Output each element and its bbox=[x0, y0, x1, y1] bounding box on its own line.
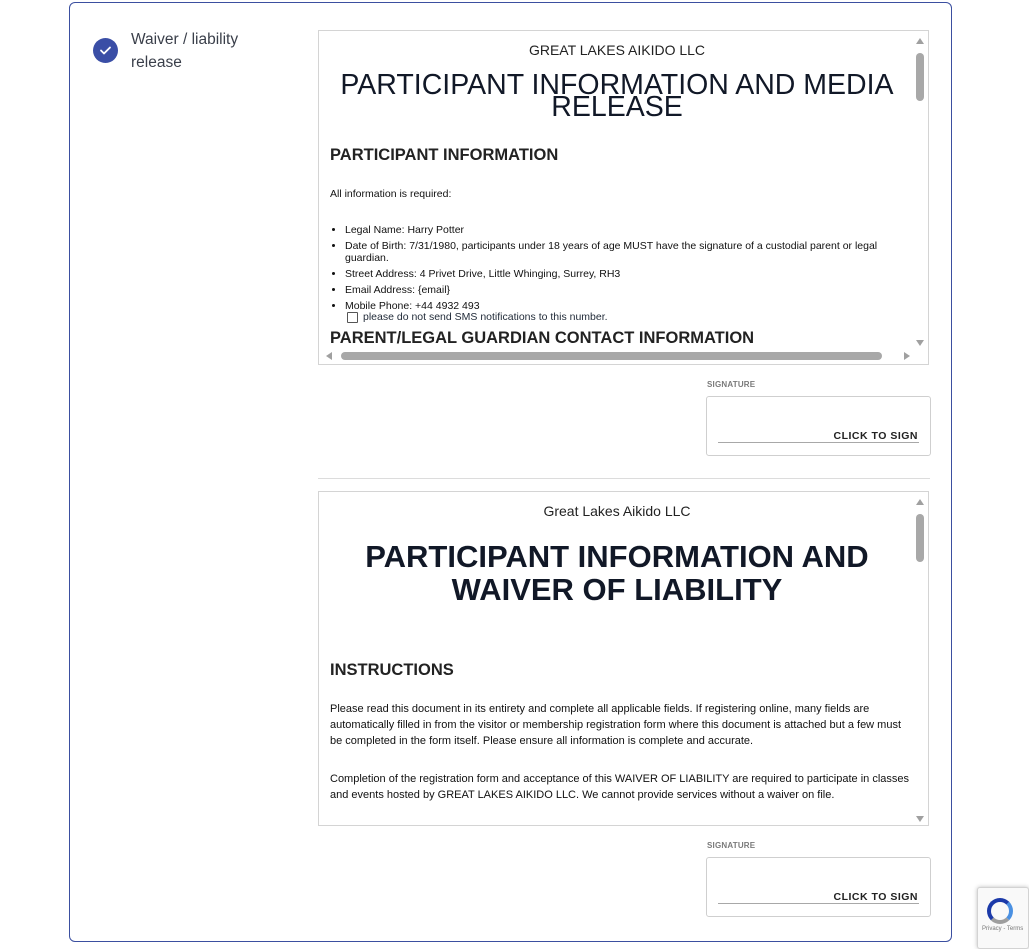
vertical-scrollbar[interactable] bbox=[913, 492, 928, 825]
liability-waiver-document[interactable] bbox=[318, 491, 929, 826]
document-title: PARTICIPANT INFORMATION AND MEDIA RELEASE bbox=[340, 69, 894, 123]
section-heading-instructions: INSTRUCTIONS bbox=[330, 661, 454, 679]
media-release-content bbox=[319, 31, 915, 364]
recaptcha-badge[interactable] bbox=[977, 887, 1029, 949]
info-required-text: All information is required: bbox=[330, 188, 452, 200]
scroll-up-icon[interactable] bbox=[916, 499, 924, 505]
signature-label: SIGNATURE bbox=[707, 841, 756, 850]
click-to-sign-label: CLICK TO SIGN bbox=[833, 891, 918, 903]
signature-label: SIGNATURE bbox=[707, 380, 756, 389]
field-date-of-birth: • Date of Birth: 7/31/1980, participants under 18 years of age MUST have the signature of a custodial parent or legal guardian. bbox=[345, 240, 890, 264]
step-waiver bbox=[93, 28, 271, 74]
field-legal-name: • Legal Name: Harry Potter bbox=[345, 224, 890, 236]
company-name: GREAT LAKES AIKIDO LLC bbox=[528, 42, 706, 58]
participant-fields bbox=[330, 224, 890, 312]
section-heading-participant: PARTICIPANT INFORMATION bbox=[330, 146, 559, 164]
media-release-document[interactable] bbox=[318, 30, 929, 365]
document-title: PARTICIPANT INFORMATION AND WAIVER OF LIABILITY bbox=[365, 539, 869, 607]
liability-waiver-content bbox=[319, 492, 915, 825]
checkmark-icon bbox=[93, 38, 118, 63]
sms-opt-out-row[interactable] bbox=[347, 311, 608, 323]
field-mobile-phone: • Mobile Phone: +44 4932 493 bbox=[345, 300, 890, 312]
field-email-address: • Email Address: {email} bbox=[345, 284, 890, 296]
scroll-right-icon[interactable] bbox=[904, 352, 910, 360]
signature-line bbox=[718, 442, 919, 443]
vertical-scrollbar[interactable] bbox=[913, 31, 928, 349]
signature-pad-2[interactable] bbox=[706, 857, 931, 917]
step-label: Waiver / liability release bbox=[131, 31, 239, 71]
instructions-paragraph: Please read this document in its entirety and complete all applicable fields. If registering online, many fields are automatically filled in from the visitor or membership registration form where this document is attached but a few must be completed in the form itself. Please ensure all information is complete and accurate. bbox=[330, 703, 902, 747]
company-name: Great Lakes Aikido LLC bbox=[543, 503, 691, 519]
scroll-down-icon[interactable] bbox=[916, 816, 924, 822]
section-heading-guardian: PARENT/LEGAL GUARDIAN CONTACT INFORMATION bbox=[330, 329, 755, 347]
waiver-requirement-paragraph: Completion of the registration form and acceptance of this WAIVER OF LIABILITY are required to participate in classes and events hosted by GREAT LAKES AIKIDO LLC. We cannot provide services without a waiver on file. bbox=[330, 773, 909, 801]
sms-opt-out-checkbox[interactable] bbox=[347, 312, 358, 323]
signature-pad-1[interactable] bbox=[706, 396, 931, 456]
click-to-sign-label: CLICK TO SIGN bbox=[833, 430, 918, 442]
scroll-down-icon[interactable] bbox=[916, 340, 924, 346]
scroll-thumb[interactable] bbox=[916, 514, 924, 562]
recaptcha-icon bbox=[987, 898, 1013, 924]
scroll-thumb[interactable] bbox=[916, 53, 924, 101]
section-divider bbox=[318, 478, 930, 479]
signature-line bbox=[718, 903, 919, 904]
sms-opt-out-label: please do not send SMS notifications to this number. bbox=[363, 311, 608, 323]
field-street-address: • Street Address: 4 Privet Drive, Little Whinging, Surrey, RH3 bbox=[345, 268, 890, 280]
scroll-left-icon[interactable] bbox=[326, 352, 332, 360]
scroll-up-icon[interactable] bbox=[916, 38, 924, 44]
horizontal-scrollbar[interactable] bbox=[319, 349, 913, 364]
scroll-thumb-horizontal[interactable] bbox=[341, 352, 882, 360]
recaptcha-links[interactable]: Privacy - Terms bbox=[982, 926, 1024, 932]
